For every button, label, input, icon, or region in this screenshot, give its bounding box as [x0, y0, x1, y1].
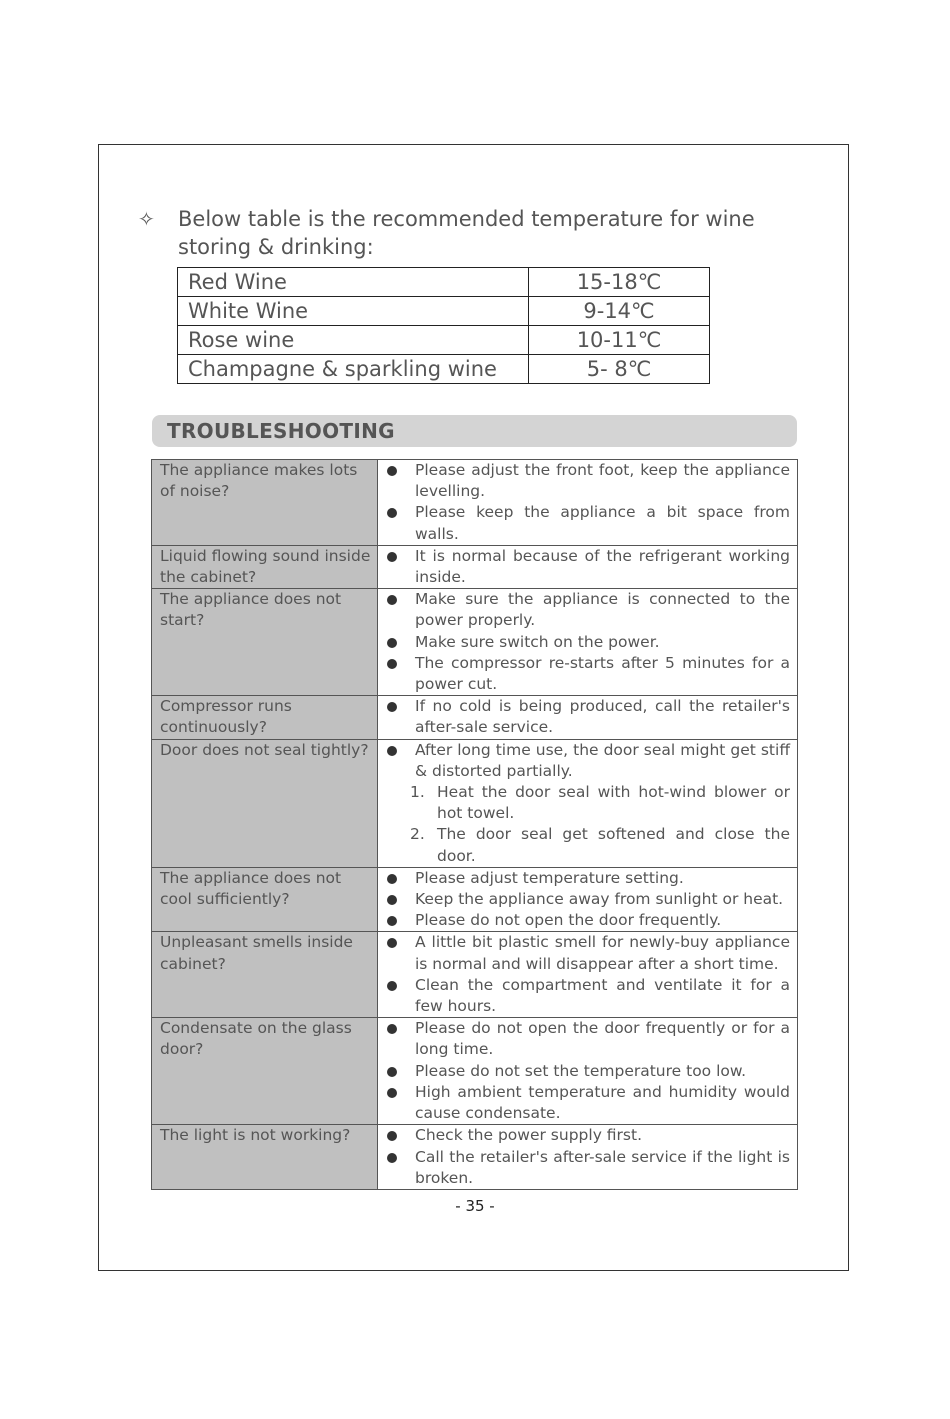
troubleshooting-row [152, 460, 798, 546]
solution-cell [378, 932, 798, 1018]
wine-intro-text: Below table is the recommended temperature for wine storing & drinking: [178, 207, 755, 259]
wine-row [178, 326, 710, 355]
four-point-star-outline-icon: ✧ [138, 207, 155, 231]
problem-cell: The appliance makes lots of noise? [152, 460, 378, 546]
solution-item: Keep the appliance away from sunlight or heat. [386, 889, 790, 910]
solution-step [410, 782, 790, 824]
solution-steps [386, 782, 790, 867]
wine-temperature: 5- 8℃ [529, 355, 710, 384]
wine-row [178, 297, 710, 326]
step-number: 1. [410, 783, 425, 802]
solution-item: Please do not open the door frequently or for a long time. [386, 1018, 790, 1060]
solution-list [386, 1125, 790, 1189]
solution-step [410, 824, 790, 866]
solution-item: The compressor re-starts after 5 minutes for a power cut. [386, 653, 790, 695]
solution-cell [378, 1125, 798, 1190]
problem-cell: The light is not working? [152, 1125, 378, 1190]
wine-temperature-table [177, 267, 710, 384]
problem-cell: Unpleasant smells inside cabinet? [152, 932, 378, 1018]
solution-cell [378, 545, 798, 588]
troubleshooting-row [152, 696, 798, 739]
troubleshooting-row [152, 867, 798, 932]
solution-cell [378, 739, 798, 867]
solution-list [386, 868, 790, 932]
solution-list [386, 546, 790, 588]
solution-item: Clean the compartment and ventilate it for a few hours. [386, 975, 790, 1017]
solution-list [386, 1018, 790, 1124]
wine-row [178, 355, 710, 384]
wine-type: Champagne & sparkling wine [178, 355, 529, 384]
solution-cell [378, 460, 798, 546]
step-number: 2. [410, 825, 425, 844]
solution-item: Call the retailer's after-sale service if the light is broken. [386, 1147, 790, 1189]
solution-item: Check the power supply first. [386, 1125, 790, 1146]
step-text: Heat the door seal with hot-wind blower or hot towel. [437, 783, 790, 823]
solution-item: High ambient temperature and humidity would cause condensate. [386, 1082, 790, 1124]
troubleshooting-row [152, 1018, 798, 1125]
troubleshooting-table [151, 459, 798, 1190]
problem-cell: Condensate on the glass door? [152, 1018, 378, 1125]
solution-item: Make sure switch on the power. [386, 632, 790, 653]
wine-type: Rose wine [178, 326, 529, 355]
troubleshooting-row [152, 545, 798, 588]
troubleshooting-row [152, 932, 798, 1018]
solution-list [386, 740, 790, 782]
solution-item: Make sure the appliance is connected to the power properly. [386, 589, 790, 631]
solution-item: A little bit plastic smell for newly-buy appliance is normal and will disappear after a short time. [386, 932, 790, 974]
troubleshooting-row [152, 589, 798, 696]
step-text: The door seal get softened and close the door. [437, 825, 790, 865]
wine-type: White Wine [178, 297, 529, 326]
solution-cell [378, 589, 798, 696]
troubleshooting-title: TROUBLESHOOTING [167, 419, 395, 443]
wine-temperature: 10-11℃ [529, 326, 710, 355]
wine-type: Red Wine [178, 268, 529, 297]
solution-item: If no cold is being produced, call the retailer's after-sale service. [386, 696, 790, 738]
page-number: - 35 - [455, 1197, 495, 1215]
solution-cell [378, 867, 798, 932]
wine-temperature: 15-18℃ [529, 268, 710, 297]
solution-list [386, 460, 790, 545]
problem-cell: Door does not seal tightly? [152, 739, 378, 867]
solution-item: Please keep the appliance a bit space from walls. [386, 502, 790, 544]
troubleshooting-header [152, 415, 797, 447]
problem-cell: The appliance does not cool sufficiently? [152, 867, 378, 932]
solution-item: Please adjust the front foot, keep the appliance levelling. [386, 460, 790, 502]
solution-cell [378, 696, 798, 739]
solution-list [386, 696, 790, 738]
troubleshooting-row [152, 1125, 798, 1190]
solution-item: Please do not open the door frequently. [386, 910, 790, 931]
wine-temperature: 9-14℃ [529, 297, 710, 326]
troubleshooting-row [152, 739, 798, 867]
solution-item: After long time use, the door seal might get stiff & distorted partially. [386, 740, 790, 782]
solution-item: Please do not set the temperature too low. [386, 1061, 790, 1082]
solution-item: Please adjust temperature setting. [386, 868, 790, 889]
problem-cell: Liquid flowing sound inside the cabinet? [152, 545, 378, 588]
wine-row [178, 268, 710, 297]
solution-list [386, 932, 790, 1017]
problem-cell: The appliance does not start? [152, 589, 378, 696]
solution-list [386, 589, 790, 695]
solution-item: It is normal because of the refrigerant working inside. [386, 546, 790, 588]
solution-cell [378, 1018, 798, 1125]
problem-cell: Compressor runs continuously? [152, 696, 378, 739]
